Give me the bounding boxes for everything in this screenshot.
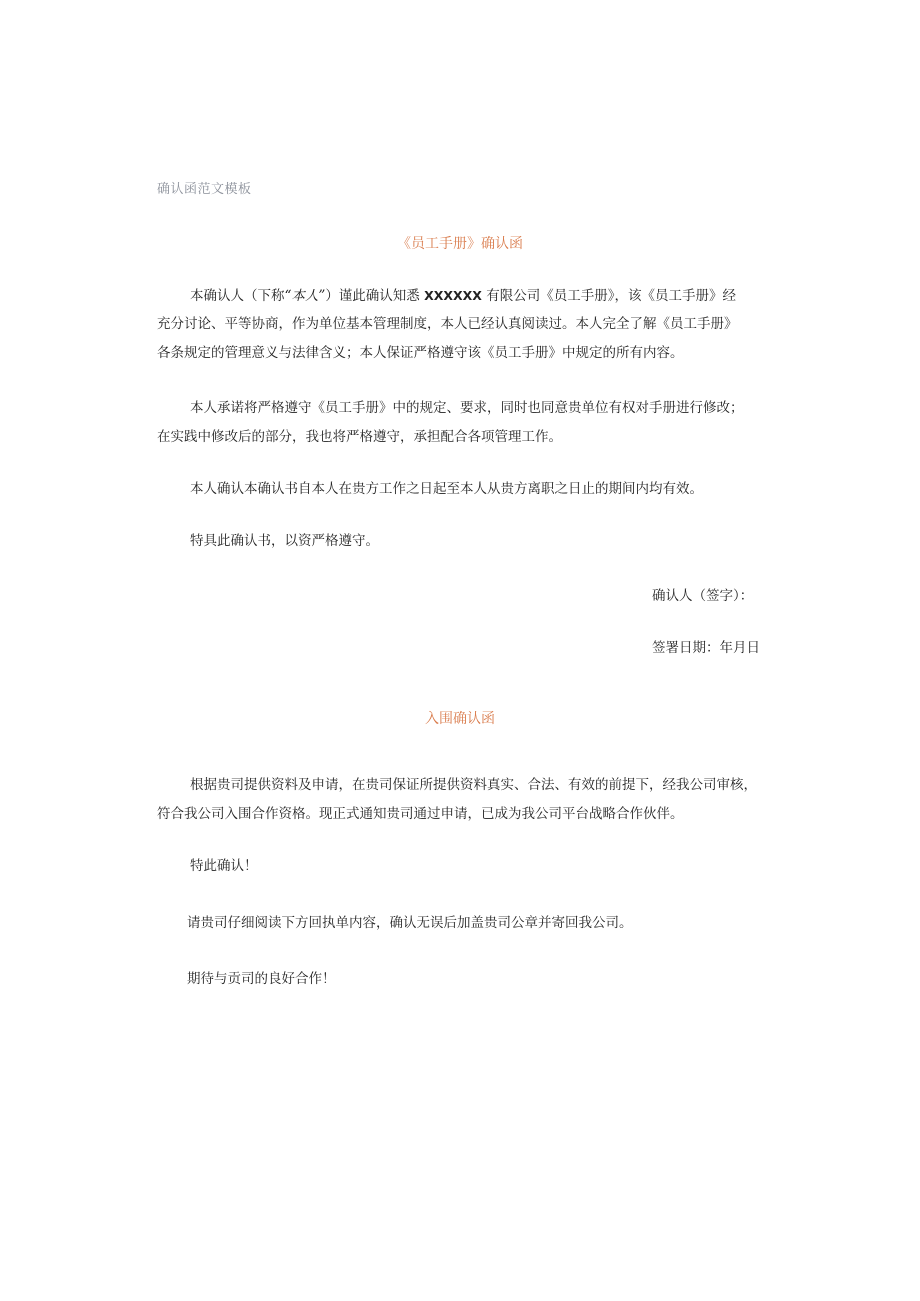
letter2-paragraph-3 — [157, 909, 772, 938]
letter1-p2-line2: 在实践中修改后的部分，我也将严格遵守，承担配合各项管理工作。 — [157, 429, 562, 445]
letter2-title: 入围确认函 — [425, 711, 495, 727]
letter2-p3-line: 请贵司仔细阅读下方回执单内容，确认无误后加盖贵司公章并寄回我公司。 — [187, 915, 633, 931]
document-label: 确认函范文模板 — [157, 182, 252, 197]
quoted-term: “本人” — [284, 288, 326, 304]
letter1-p3-line: 本人确认本确认书自本人在贵方工作之日起至本人从贵方离职之日止的期间内均有效。 — [190, 481, 703, 497]
letter2-p1-line1: 根据贵司提供资料及申请，在贵司保证所提供资料真实、合法、有效的前提下，经我公司审核， — [190, 777, 757, 793]
letter1-p4-line: 特具此确认书，以资严格遵守。 — [190, 533, 379, 549]
signing-date-line: 签署日期：年月日 — [652, 640, 760, 656]
letter2-p1-line2: 符合我公司入围合作资格。现正式通知贵司通过申请，已成为我公司平台战略合作伙伴。 — [157, 806, 684, 822]
letter1-paragraph-1 — [157, 281, 772, 368]
letter1-p1-line1 — [157, 281, 772, 310]
signer-line: 确认人（签字）： — [652, 588, 754, 604]
letter2-p4-line: 期待与贡司的良好合作！ — [187, 971, 336, 987]
letter1-title: 《员工手册》确认函 — [397, 236, 523, 252]
letter1-p1-line3: 各条规定的管理意义与法律含义；本人保证严格遵守该《员工手册》中规定的所有内容。 — [157, 345, 684, 361]
letter2-paragraph-1 — [157, 771, 772, 829]
text-run: ）谨此确认知悉 — [325, 288, 420, 304]
letter1-p1-line2: 充分讨论、平等协商，作为单位基本管理制度，本人已经认真阅读过。本人完全了解《员工手册》 — [157, 316, 738, 332]
text-run: 有限公司《员工手册》，该《员工手册》经 — [486, 288, 736, 304]
letter1-paragraph-2 — [157, 394, 772, 452]
letter2-paragraph-2 — [157, 852, 772, 881]
company-placeholder: XXXXXX — [424, 288, 482, 303]
letter1-paragraph-4 — [157, 527, 772, 556]
letter1-paragraph-3 — [157, 475, 772, 504]
letter2-p2-line: 特此确认！ — [190, 858, 258, 874]
letter2-paragraph-4 — [157, 965, 772, 994]
letter1-p2-line1: 本人承诺将严格遵守《员工手册》中的规定、要求，同时也同意贵单位有权对手册进行修改； — [190, 400, 744, 416]
text-run: 本确认人（下称 — [190, 288, 285, 304]
